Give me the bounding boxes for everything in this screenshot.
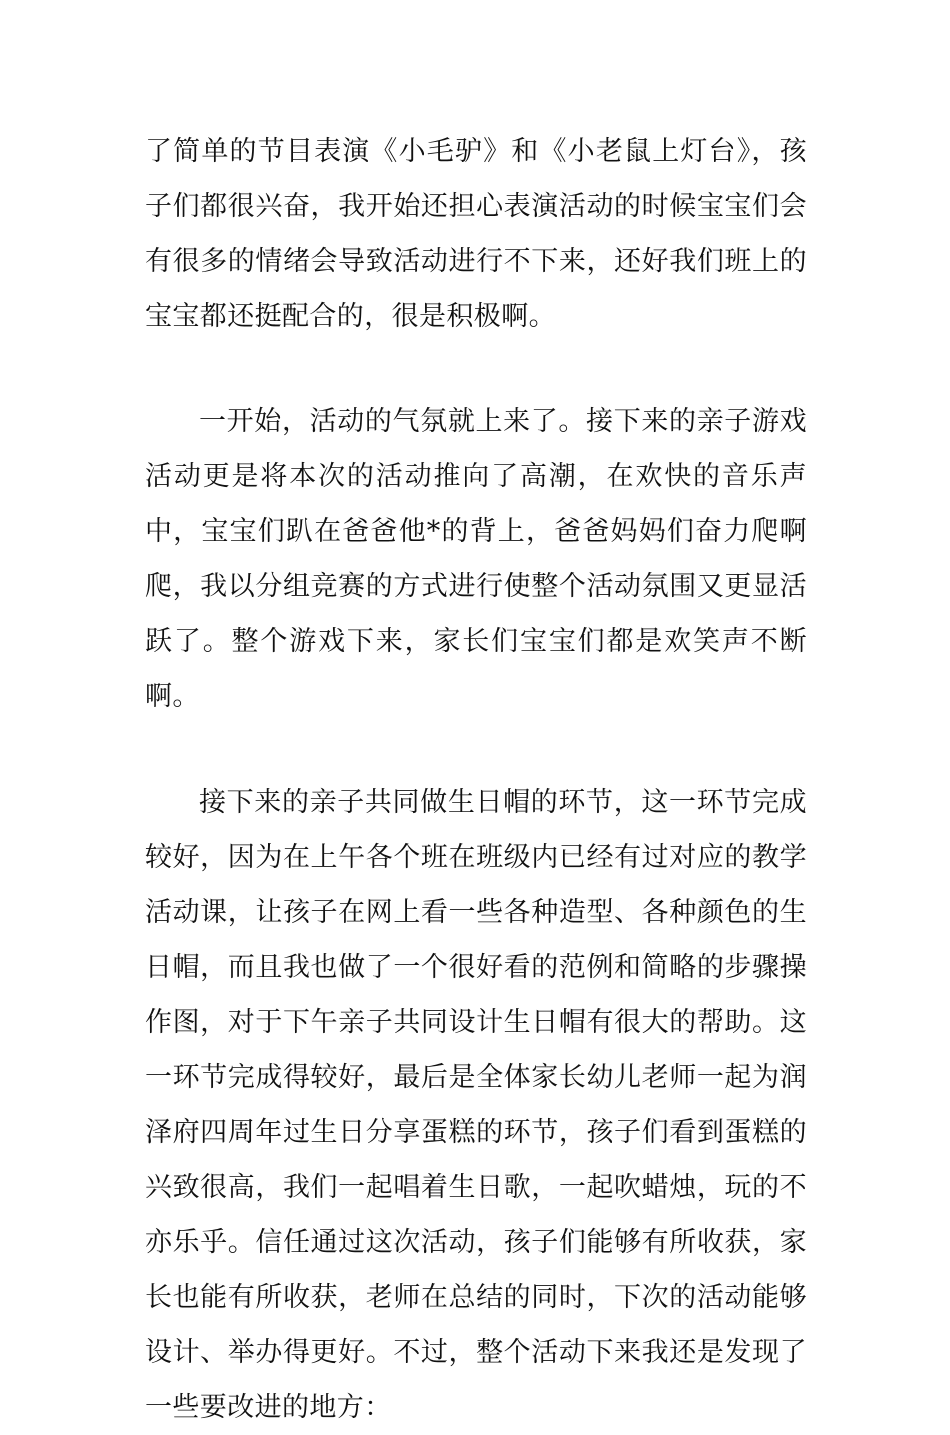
paragraph-performance: 了简单的节目表演《小毛驴》和《小老鼠上灯台》，孩子们都很兴奋，我开始还担心表演活动的时候宝宝们会有很多的情绪会导致活动进行不下来，还好我们班上的宝宝都还挺配合的，很是积极啊。 [145,136,807,332]
document-body [145,124,807,1435]
paragraph-parent-child-game: 一开始，活动的气氛就上来了。接下来的亲子游戏活动更是将本次的活动推向了高潮，在欢快的音乐声中，宝宝们趴在爸爸他*的背上，爸爸妈妈们奋力爬啊爬，我以分组竞赛的方式进行使整个活动氛围又更显活跃了。整个游戏下来，家长们宝宝们都是欢笑声不断啊。 [145,406,807,712]
paragraph-birthday-hat-activity: 接下来的亲子共同做生日帽的环节，这一环节完成较好，因为在上午各个班在班级内已经有过对应的教学活动课，让孩子在网上看一些各种造型、各种颜色的生日帽，而且我也做了一个很好看的范例和简略的步骤操作图，对于下午亲子共同设计生日帽有很大的帮助。这一环节完成得较好，最后是全体家长幼儿老师一起为润泽府四周年过生日分享蛋糕的环节，孩子们看到蛋糕的兴致很高，我们一起唱着生日歌，一起吹蜡烛，玩的不亦乐乎。信任通过这次活动，孩子们能够有所收获，家长也能有所收获，老师在总结的同时，下次的活动能够设计、举办得更好。不过，整个活动下来我还是发现了一些要改进的地方： [145,787,807,1423]
